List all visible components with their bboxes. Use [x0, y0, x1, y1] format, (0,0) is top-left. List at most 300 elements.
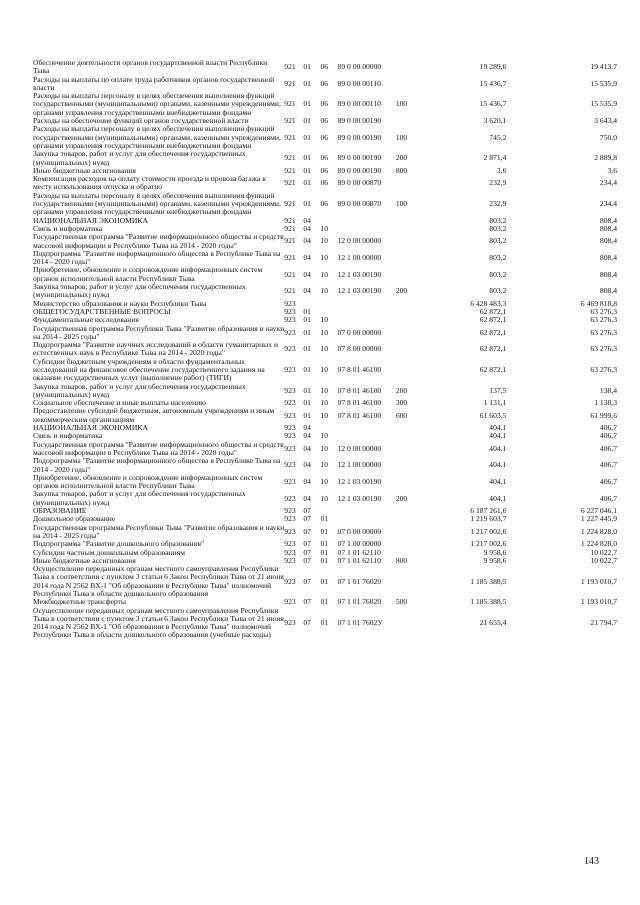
row-section: 07: [303, 556, 311, 565]
table-row: [33, 515, 617, 523]
row-target-article: 07 0 00 00000: [337, 327, 382, 337]
row-target-article: 07 8 00 00000: [337, 344, 382, 354]
row-subsection: 01: [320, 540, 329, 549]
row-description: Государственная программа Республики Тыва "Развитие образования и науки на 2014 - 2025 годы": [33, 523, 285, 540]
row-amount-year1: 404,1: [489, 460, 507, 470]
table-row: [33, 424, 617, 432]
row-target-article: 12 1 00 00000: [337, 460, 382, 470]
row-expense-type: [396, 341, 420, 358]
row-expense-type: [396, 607, 420, 640]
row-expense-type: 200: [395, 153, 408, 163]
row-subsection: 10: [320, 460, 329, 470]
row-ministry-code: 923: [284, 410, 296, 420]
table-row: [33, 192, 617, 217]
table-row: [33, 175, 617, 192]
row-subsection: [320, 507, 337, 515]
row-subsection: 06: [320, 62, 329, 72]
row-expense-type: 100: [395, 199, 408, 209]
row-target-article: [338, 300, 396, 308]
row-ministry-code: 923: [284, 460, 296, 470]
row-section: 04: [303, 493, 311, 503]
row-amount-year1: 6 187 261,6: [470, 507, 507, 516]
row-description: Фундаментальные исследования: [33, 316, 139, 325]
row-description: Закупка товаров, работ и услуг для обеспечения государственных (муниципальных) нужд: [33, 150, 246, 167]
row-section: 07: [303, 548, 311, 557]
row-target-article: [338, 424, 396, 432]
row-amount-year2: 1 224 828,0: [580, 526, 617, 536]
row-expense-type: [396, 524, 420, 541]
row-ministry-code: 923: [284, 344, 296, 354]
row-amount-year1: 803,2: [489, 269, 507, 279]
row-amount-year2: 2 889,8: [594, 153, 617, 163]
row-amount-year2: 750,0: [599, 132, 617, 142]
row-subsection: 10: [320, 344, 329, 354]
row-amount-year2: 6 469 818,8: [580, 299, 617, 308]
row-target-article: 07 1 01 7602У: [337, 618, 383, 628]
table-row: [33, 407, 617, 424]
row-expense-type: [396, 515, 420, 523]
row-amount-year2: 808,4: [599, 236, 617, 246]
row-expense-type: 600: [395, 410, 408, 420]
row-amount-year1: 19 289,6: [479, 62, 507, 72]
row-description: Субсидии бюджетным учреждениям в области фундаментальных исследований на финансовое обеспечение государственного задания на оказание государственных услуг (выполнение работ) (ТИГИ): [33, 357, 265, 383]
table-row: [33, 540, 617, 548]
row-expense-type: 100: [395, 99, 408, 109]
row-expense-type: [396, 358, 420, 383]
row-description: Расходы на выплаты по оплате труда работников органов государственной власти: [33, 75, 275, 92]
row-amount-year1: 62 872,1: [479, 344, 507, 354]
row-ministry-code: 923: [284, 548, 296, 557]
row-description: Расходы на обеспечение функций органов государственной власти: [33, 117, 249, 126]
row-subsection: 01: [320, 526, 329, 536]
table-row: [33, 607, 617, 640]
row-amount-year1: 15 436,7: [479, 99, 507, 109]
row-description: Обеспечение деятельности органов государтсвенной власти Республики Тыва: [33, 59, 268, 76]
row-amount-year2: 138,4: [599, 385, 617, 395]
row-expense-type: [396, 565, 420, 598]
row-subsection: 10: [320, 286, 329, 296]
table-row: [33, 167, 617, 175]
row-target-article: [338, 225, 396, 233]
row-amount-year1: 803,2: [489, 224, 507, 233]
row-expense-type: [396, 217, 420, 225]
row-description: Расходы на выплаты персоналу в целях обеспечения выполнения функций государственными (муниципальными) органами, казенными учреждениями, органами управления государственными внебюджетными фондами: [33, 125, 281, 150]
row-expense-type: 200: [395, 385, 408, 395]
row-amount-year2: 808,4: [599, 252, 617, 262]
row-ministry-code: 923: [284, 424, 296, 433]
row-subsection: 06: [320, 166, 329, 175]
row-ministry-code: 923: [284, 443, 296, 453]
row-description: Подпрограмма "Развитие дошкольного образования": [33, 540, 205, 549]
table-row: [33, 283, 617, 300]
row-section: 07: [303, 526, 311, 536]
row-expense-type: [396, 316, 420, 324]
row-expense-type: 200: [395, 493, 408, 503]
row-ministry-code: 923: [284, 576, 296, 586]
row-subsection: 10: [320, 327, 329, 337]
row-amount-year2: 808,4: [599, 269, 617, 279]
row-section: 01: [303, 99, 311, 109]
row-ministry-code: 921: [284, 78, 296, 88]
row-description: Государственная программа "Развитие информационного общества и средств массовой информации в Республике Тыва на 2014 - 2020 годы": [33, 440, 284, 457]
row-amount-year2: 21 794,7: [590, 618, 617, 628]
row-amount-year1: 15 436,7: [479, 78, 507, 88]
row-target-article: 89 0 00 00190: [337, 132, 382, 142]
row-subsection: [320, 300, 337, 308]
row-target-article: [338, 308, 396, 316]
row-amount-year1: 803,2: [489, 236, 507, 246]
row-amount-year1: 404,1: [489, 476, 507, 486]
table-row: [33, 250, 617, 267]
row-ministry-code: 921: [284, 286, 296, 296]
row-expense-type: [396, 76, 420, 93]
row-amount-year1: 9 958,6: [483, 556, 507, 565]
row-ministry-code: 923: [284, 556, 296, 565]
row-target-article: 12 0 00 00000: [337, 443, 382, 453]
row-amount-year2: 406,7: [599, 476, 617, 486]
row-amount-year1: 404,1: [489, 443, 507, 453]
row-description: Приобретение, обновление и сопровождение информационных систем органов исполнительной власти Республики Тыва: [33, 266, 263, 283]
row-ministry-code: 923: [284, 526, 296, 536]
row-ministry-code: 923: [284, 385, 296, 395]
row-amount-year2: 10 022,7: [590, 548, 617, 557]
row-section: 07: [303, 618, 311, 628]
row-ministry-code: 923: [284, 327, 296, 337]
row-amount-year1: 9 958,6: [483, 548, 507, 557]
row-amount-year2: 406,7: [599, 424, 617, 433]
row-target-article: 89 0 00 00870: [337, 199, 382, 209]
row-target-article: 89 0 00 00190: [337, 117, 382, 126]
row-expense-type: 300: [395, 399, 408, 408]
row-amount-year2: 808,4: [599, 216, 617, 225]
row-section: 01: [303, 62, 311, 72]
row-section: 01: [303, 316, 311, 325]
row-subsection: 01: [320, 515, 329, 524]
row-subsection: [320, 217, 337, 225]
row-section: 01: [303, 166, 311, 175]
table-row: [33, 117, 617, 125]
row-target-article: 12 1 00 00000: [337, 252, 382, 262]
row-subsection: 10: [320, 410, 329, 420]
row-expense-type: [396, 300, 420, 308]
row-section: 01: [303, 153, 311, 163]
row-description: Иные бюджетные ассигнования: [33, 556, 136, 565]
table-row: [33, 300, 617, 308]
row-description: Министерство образования и науки Республики Тыва: [33, 299, 207, 308]
table-row: [33, 217, 617, 225]
row-amount-year1: 61 603,5: [479, 410, 507, 420]
row-description: НАЦИОНАЛЬНАЯ ЭКОНОМИКА: [33, 216, 148, 225]
row-section: 01: [303, 199, 311, 209]
row-amount-year1: 62 872,1: [479, 316, 507, 325]
table-row: [33, 92, 617, 117]
row-section: 01: [303, 117, 311, 126]
row-section: [303, 300, 320, 308]
row-amount-year1: 62 872,1: [479, 307, 507, 316]
row-amount-year1: 745,2: [489, 132, 507, 142]
row-description: Закупка товаров, работ и услуг для обеспечения государственных (муниципальных) нужд: [33, 283, 246, 300]
row-amount-year2: 1 227 445,9: [580, 515, 617, 524]
row-description: ОБЩЕГОСУДАРСТВЕННЫЕ ВОПРОСЫ: [33, 307, 171, 316]
row-subsection: 10: [320, 476, 329, 486]
row-section: 01: [303, 364, 311, 374]
row-description: Компенсация расходов на оплату стоимости проезда и провоза багажа к месту использования отпуска и обратно: [33, 175, 266, 192]
row-description: Закупка товаров, работ и услуг для обеспечения государственных (муниципальных) нужд: [33, 490, 246, 507]
row-expense-type: [396, 266, 420, 283]
row-expense-type: 500: [395, 598, 408, 607]
table-row: [33, 598, 617, 606]
table-row: [33, 507, 617, 515]
budget-table-body: [33, 59, 617, 640]
row-amount-year2: 10 022,7: [590, 556, 617, 565]
row-target-article: 07 0 00 00000: [337, 526, 382, 536]
row-ministry-code: 923: [284, 515, 296, 524]
row-target-article: 12 1 03 00190: [337, 269, 382, 279]
table-row: [33, 557, 617, 565]
row-section: 01: [303, 344, 311, 354]
table-row: [33, 549, 617, 557]
row-target-article: 07 8 01 46100: [337, 399, 382, 408]
row-amount-year2: 1 193 010,7: [580, 576, 617, 586]
row-expense-type: [396, 540, 420, 548]
row-amount-year1: 1 131,1: [483, 399, 507, 408]
table-row: [33, 383, 617, 400]
row-description: Подпрограмма "Развитие информационного общества в Республике Тыва на 2014 - 2020 годы": [33, 457, 281, 474]
row-subsection: [320, 424, 337, 432]
row-amount-year1: 404,1: [489, 493, 507, 503]
row-description: Предоставление субсидий бюджетным, автономным учреждениям и иным некоммерческим организациям: [33, 407, 275, 424]
row-amount-year2: 406,7: [599, 443, 617, 453]
row-target-article: 07 1 01 62110: [337, 548, 381, 557]
row-section: 01: [303, 410, 311, 420]
row-expense-type: 800: [395, 166, 408, 175]
row-target-article: 07 8 01 46100: [337, 410, 382, 420]
row-amount-year2: 63 276,3: [590, 316, 617, 325]
row-description: Осуществление переданных органам местного самоуправления Республики Тыва в соответствии с пунктом 3 статьи 6 Закон Республики Тыва от 21 июня 2014 года N 2562 ВХ-1 "Об образовании в Республике Тыва" полномочий Республики Тыва в области дошкольного образования (учебные расходы): [33, 606, 284, 640]
row-description: Приобретение, обновление и сопровождение информационных систем органов исполнительной власти Республики Тыва: [33, 473, 263, 491]
row-section: 01: [303, 399, 311, 408]
table-row: [33, 125, 617, 150]
row-amount-year2: 19 413,7: [590, 62, 617, 72]
row-expense-type: [396, 424, 420, 432]
row-subsection: 10: [320, 316, 329, 325]
row-target-article: 07 8 01 46100: [337, 364, 382, 374]
row-section: 04: [303, 269, 311, 279]
row-amount-year1: 803,2: [489, 252, 507, 262]
row-section: 04: [303, 443, 311, 453]
row-section: 04: [303, 286, 311, 296]
row-section: 04: [303, 216, 311, 225]
row-ministry-code: 923: [284, 399, 296, 408]
row-expense-type: [396, 233, 420, 250]
row-amount-year2: 63 276,3: [590, 307, 617, 316]
row-subsection: 06: [320, 178, 329, 188]
row-ministry-code: 921: [284, 224, 296, 233]
row-expense-type: [396, 441, 420, 458]
row-amount-year1: 1 185 388,5: [470, 576, 507, 586]
table-row: [33, 441, 617, 458]
row-amount-year2: 406,7: [599, 460, 617, 470]
row-ministry-code: 921: [284, 132, 296, 142]
page-number: 143: [584, 856, 599, 867]
row-subsection: 10: [320, 269, 329, 279]
row-description: Расходы на выплаты персоналу в целях обеспечения выполнения функций государственными (муниципальными) органами, казенными учреждениями, органами управления государственными внебюджетными фондами: [33, 191, 281, 217]
row-subsection: 06: [320, 132, 329, 142]
row-expense-type: [396, 457, 420, 474]
table-row: [33, 565, 617, 598]
row-subsection: 01: [320, 576, 329, 586]
row-subsection: 01: [320, 618, 329, 628]
row-amount-year1: 404,1: [489, 424, 507, 433]
table-row: [33, 490, 617, 507]
table-row: [33, 266, 617, 283]
row-section: 07: [303, 540, 311, 549]
row-description: Связь и информатика: [33, 224, 103, 233]
row-description: Государственная программа "Развитие информационного общества и средств массовой информации в Республике Тыва на 2014 - 2020 годы": [33, 233, 284, 250]
row-expense-type: 100: [395, 132, 408, 142]
row-description: Межбюджетные трансферты: [33, 598, 126, 607]
row-amount-year2: 1 193 010,7: [580, 598, 617, 607]
row-subsection: 01: [320, 548, 329, 557]
row-target-article: [338, 217, 396, 225]
row-ministry-code: 923: [284, 507, 296, 516]
row-amount-year1: 6 428 483,3: [470, 299, 507, 308]
row-ministry-code: 923: [284, 540, 296, 549]
row-section: 01: [303, 132, 311, 142]
row-ministry-code: 921: [284, 269, 296, 279]
table-row: [33, 76, 617, 93]
table-row: [33, 225, 617, 233]
row-subsection: [320, 308, 337, 316]
row-amount-year2: 3 643,4: [594, 117, 617, 126]
row-amount-year2: 63 276,3: [590, 327, 617, 337]
table-row: [33, 316, 617, 324]
row-section: 01: [303, 385, 311, 395]
row-description: Субсидии частным дошкольным образованиям: [33, 548, 186, 557]
row-description: Социальное обеспечение и иные выплаты населению: [33, 399, 206, 408]
row-target-article: 07 1 01 76020: [337, 598, 382, 607]
table-row: [33, 457, 617, 474]
row-amount-year1: 803,2: [489, 286, 507, 296]
row-target-article: 12 0 00 00000: [337, 236, 382, 246]
row-amount-year2: 6 227 046,1: [580, 507, 617, 516]
row-expense-type: [396, 59, 420, 76]
row-subsection: 10: [320, 236, 329, 246]
row-target-article: 07 1 01 76020: [337, 576, 382, 586]
row-expense-type: [396, 474, 420, 491]
row-amount-year2: 234,4: [599, 199, 617, 209]
row-description: ОБРАЗОВАНИЕ: [33, 507, 87, 516]
row-section: 01: [303, 307, 311, 316]
row-ministry-code: 923: [284, 299, 296, 308]
row-ministry-code: 923: [284, 493, 296, 503]
table-row: [33, 432, 617, 440]
row-amount-year2: 15 535,9: [590, 78, 617, 88]
row-ministry-code: 923: [284, 307, 296, 316]
row-subsection: 06: [320, 199, 329, 209]
row-amount-year1: 62 872,1: [479, 364, 507, 374]
row-section: 01: [303, 327, 311, 337]
table-row: [33, 358, 617, 383]
row-target-article: [338, 515, 396, 523]
row-amount-year1: 137,5: [489, 385, 507, 395]
row-target-article: 12 1 03 00190: [337, 286, 382, 296]
row-target-article: 12 1 03 00190: [337, 493, 382, 503]
row-target-article: 07 1 01 62110: [337, 556, 381, 565]
row-amount-year1: 3,6: [496, 166, 507, 175]
row-target-article: 89 0 00 00870: [337, 178, 382, 188]
table-row: [33, 233, 617, 250]
row-section: 04: [303, 224, 311, 233]
row-amount-year1: 1 219 603,7: [470, 515, 507, 524]
table-row: [33, 150, 617, 167]
row-subsection: 10: [320, 493, 329, 503]
row-ministry-code: 923: [284, 364, 296, 374]
row-description: Расходы на выплаты персоналу в целях обеспечения выполнения функций государственными (муниципальными) органами, казенными учреждениями, органами управления государственными внебюджетными фондами: [33, 92, 281, 117]
row-amount-year2: 1 138,3: [594, 399, 617, 408]
row-target-article: 12 1 03 00190: [337, 476, 382, 486]
row-amount-year1: 232,9: [489, 199, 507, 209]
row-target-article: 07 1 00 00000: [337, 540, 382, 549]
row-section: 04: [303, 236, 311, 246]
row-description: Закупка товаров, работ и услуг для обеспечения государственных (муниципальных) нужд: [33, 382, 246, 399]
row-subsection: 10: [320, 252, 329, 262]
row-subsection: 10: [320, 224, 329, 233]
row-section: 07: [303, 576, 311, 586]
budget-table: [33, 59, 617, 640]
row-ministry-code: 923: [284, 432, 296, 441]
row-amount-year2: 234,4: [599, 178, 617, 188]
row-subsection: 10: [320, 385, 329, 395]
row-section: 04: [303, 432, 311, 441]
row-amount-year2: 63 276,3: [590, 364, 617, 374]
row-subsection: 01: [320, 556, 329, 565]
row-ministry-code: 921: [284, 166, 296, 175]
row-amount-year1: 1 217 002,6: [470, 540, 507, 549]
row-expense-type: [396, 432, 420, 440]
row-expense-type: [396, 325, 420, 342]
row-ministry-code: 921: [284, 216, 296, 225]
row-subsection: 10: [320, 399, 329, 408]
row-section: 04: [303, 476, 311, 486]
row-ministry-code: 921: [284, 236, 296, 246]
row-subsection: 06: [320, 117, 329, 126]
row-target-article: 89 0 00 00110: [337, 78, 381, 88]
table-row: [33, 341, 617, 358]
table-row: [33, 524, 617, 541]
table-row: [33, 325, 617, 342]
table-row: [33, 308, 617, 316]
row-amount-year1: 803,2: [489, 216, 507, 225]
row-target-article: 89 0 00 00190: [337, 166, 382, 175]
row-expense-type: [396, 225, 420, 233]
row-section: 01: [303, 78, 311, 88]
row-amount-year1: 404,1: [489, 432, 507, 441]
row-description: Подпрограмма "Развитие информационного общества в Республике Тыва на 2014 - 2020 годы": [33, 249, 281, 267]
row-ministry-code: 921: [284, 117, 296, 126]
row-section: 07: [303, 515, 311, 524]
table-row: [33, 59, 617, 76]
row-subsection: 10: [320, 364, 329, 374]
row-description: Государственная программа Республики Тыва "Развитие образования и науки на 2014 - 2025 годы": [33, 324, 285, 341]
row-ministry-code: 921: [284, 62, 296, 72]
row-ministry-code: 923: [284, 316, 296, 325]
row-expense-type: 200: [395, 286, 408, 296]
table-row: [33, 399, 617, 407]
row-target-article: 89 0 00 00190: [337, 153, 382, 163]
row-amount-year2: 61 999,6: [590, 410, 617, 420]
row-amount-year2: 15 535,9: [590, 99, 617, 109]
